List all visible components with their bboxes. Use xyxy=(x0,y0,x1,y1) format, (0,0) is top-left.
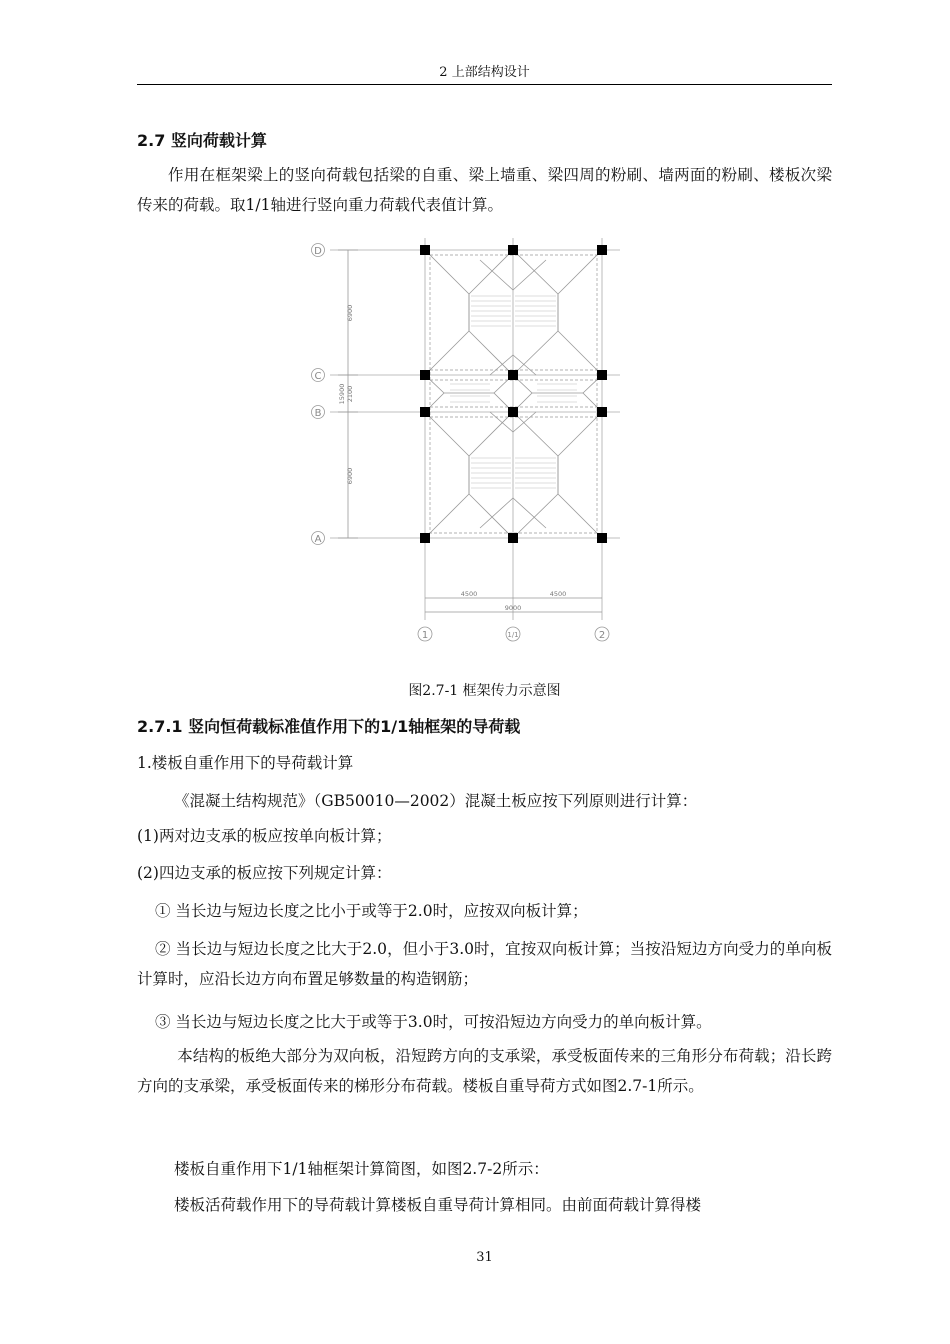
rule-1: (1)两对边支承的板应按单向板计算； xyxy=(137,827,392,845)
sub-rule-2: ② 当长边与短边长度之比大于2.0，但小于3.0时，宜按双向板计算；当按沿短边方向受力的单向板计算时，应沿长边方向布置足够数量的构造钢筋； xyxy=(137,940,832,988)
column-marker xyxy=(597,407,607,417)
column-marker xyxy=(597,245,607,255)
dim-total-v: 15900 xyxy=(338,383,346,405)
column-marker xyxy=(420,533,430,543)
column-marker xyxy=(420,407,430,417)
axis-label-c: C xyxy=(314,371,322,382)
dim-d-c: 6900 xyxy=(346,304,354,322)
axis-lines xyxy=(330,238,620,620)
axis-label-b: B xyxy=(314,408,322,419)
intro-paragraph: 作用在框架梁上的竖向荷载包括梁的自重、梁上墙重、梁四周的粉刷、墙两面的粉刷、楼板次梁传来的荷载。取1/1轴进行竖向重力荷载代表值计算。 xyxy=(137,166,832,214)
column-marker xyxy=(508,245,518,255)
axis-label-2: 2 xyxy=(598,630,606,641)
section-title: 2.7 竖向荷载计算 xyxy=(137,131,267,150)
dim-b-a: 6900 xyxy=(346,467,354,485)
axis-bubbles xyxy=(312,244,610,642)
sub-rule-3: ③ 当长边与短边长度之比大于或等于3.0时，可按沿短边方向受力的单向板计算。 xyxy=(155,1013,712,1031)
dim-left-span: 4500 xyxy=(460,590,478,598)
beam-outlines xyxy=(430,255,597,533)
paragraph-4: 楼板活荷载作用下的导荷载计算楼板自重导荷计算相同。由前面荷载计算得楼 xyxy=(174,1196,702,1214)
rule-2: (2)四边支承的板应按下列规定计算： xyxy=(137,864,392,882)
dim-total-h: 9000 xyxy=(504,604,522,612)
axis-label-1: 1 xyxy=(421,630,429,641)
load-lines xyxy=(425,250,602,538)
page-number: 31 xyxy=(476,1250,493,1265)
running-header: 2 上部结构设计 xyxy=(439,65,530,80)
column-marker xyxy=(597,370,607,380)
column-marker xyxy=(420,245,430,255)
dim-right-span: 4500 xyxy=(549,590,567,598)
paragraph-2: 本结构的板绝大部分为双向板，沿短跨方向的支承梁，承受板面传来的三角形分布荷载；沿长跨方向的支承梁，承受板面传来的梯形分布荷载。楼板自重导荷方式如图2.7-1所示。 xyxy=(137,1047,832,1095)
column-marker xyxy=(508,370,518,380)
column-marker xyxy=(420,370,430,380)
dimension-lines xyxy=(338,250,602,612)
column-marker xyxy=(597,533,607,543)
rule-intro: 《混凝土结构规范》（GB50010—2002）混凝土板应按下列原则进行计算： xyxy=(174,792,698,810)
dim-c-b: 2100 xyxy=(346,385,354,403)
figure-caption: 图2.7-1 框架传力示意图 xyxy=(408,683,561,699)
subsection-title: 2.7.1 竖向恒荷载标准值作用下的1/1轴框架的导荷载 xyxy=(137,717,521,736)
sub-rule-1: ① 当长边与短边长度之比小于或等于2.0时，应按双向板计算； xyxy=(155,902,588,920)
axis-label-1-1: 1/1 xyxy=(507,631,519,639)
item-1: 1.楼板自重作用下的导荷载计算 xyxy=(137,754,354,772)
paragraph-3: 楼板自重作用下1/1轴框架计算简图，如图2.7-2所示： xyxy=(174,1160,549,1178)
axis-label-a: A xyxy=(314,534,322,545)
axis-label-d: D xyxy=(314,246,322,257)
dimension-labels xyxy=(338,305,566,612)
column-marker xyxy=(508,533,518,543)
column-marker xyxy=(508,407,518,417)
